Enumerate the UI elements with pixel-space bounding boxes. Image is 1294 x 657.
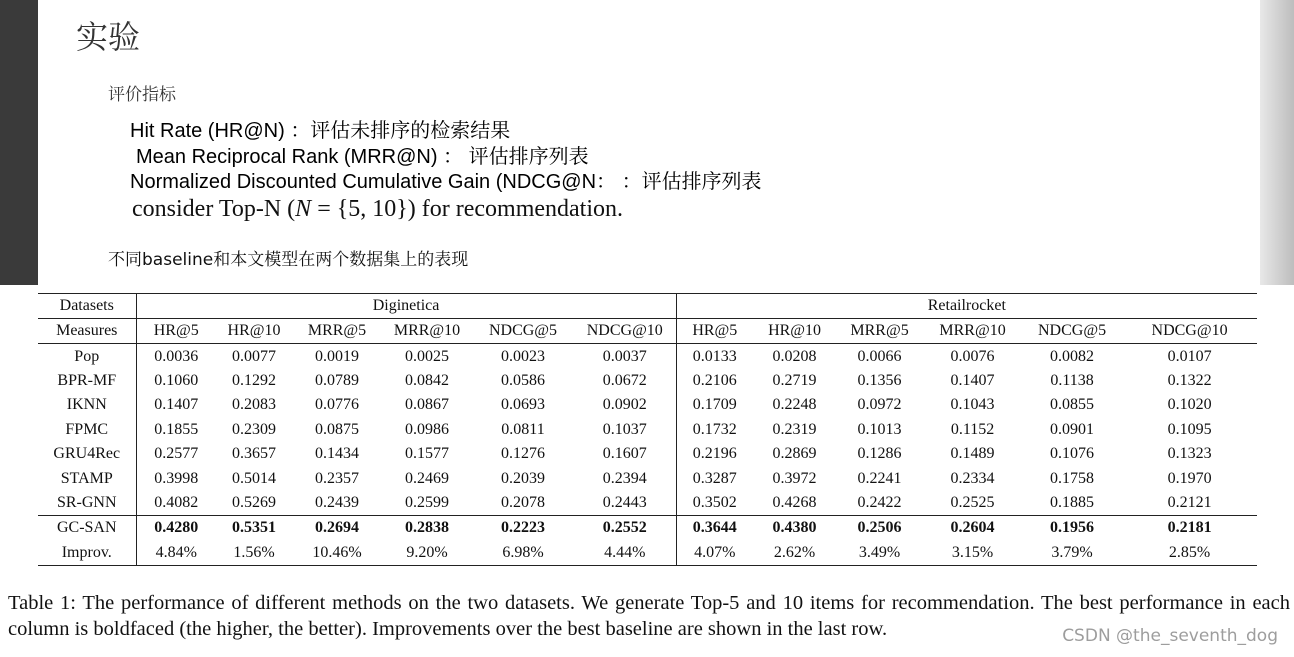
metric-value: 0.0842	[405, 371, 449, 389]
table-heading: 不同baseline和本文模型在两个数据集上的表现	[108, 250, 469, 270]
method-name: GRU4Rec	[38, 442, 136, 466]
metric-value: 0.0902	[574, 393, 676, 417]
table-row	[38, 491, 1257, 516]
metric-value: 4.84%	[136, 541, 216, 566]
metric-value: 0.2078	[501, 493, 545, 511]
topn-math-n: N	[295, 196, 312, 222]
metric-value: 0.2604	[923, 516, 1022, 541]
metric-value: 0.2196	[692, 445, 737, 463]
topn-statement	[132, 196, 623, 223]
metric-value: 0.1138	[1050, 371, 1094, 389]
metric-value: 3.15%	[923, 541, 1022, 566]
metric-value: 0.2309	[232, 420, 276, 438]
metric-value: 0.1286	[857, 445, 902, 463]
metric-value: 0.0023	[501, 347, 545, 365]
metric-value: 0.3644	[676, 516, 753, 541]
metric-value: 0.1709	[692, 396, 737, 414]
metric-value: 0.2223	[472, 516, 574, 541]
metric-value: 0.2506	[836, 516, 923, 541]
table-row	[38, 393, 1257, 417]
slide-left-edge	[0, 0, 38, 285]
metric-value: 0.0208	[772, 347, 817, 365]
metric-value: 0.2525	[950, 493, 995, 511]
metric-value: 0.1956	[1022, 516, 1122, 541]
metric-value: 0.0066	[857, 347, 902, 365]
measure-header: HR@5	[136, 319, 216, 344]
metric-value: 0.0019	[315, 347, 359, 365]
method-name: STAMP	[38, 466, 136, 490]
metric-value: 0.5351	[216, 516, 292, 541]
table-row	[38, 344, 1257, 369]
metric-value: 3.49%	[836, 541, 923, 566]
datasets-label: Datasets	[38, 294, 136, 319]
measure-header: MRR@5	[836, 319, 923, 344]
metric-value: 6.98%	[472, 541, 574, 566]
metric-value: 0.3972	[772, 469, 817, 487]
metric-value: 0.2469	[405, 469, 449, 487]
method-name: IKNN	[38, 393, 136, 417]
metrics-heading: 评价指标	[108, 85, 176, 105]
measure-header: MRR@10	[382, 319, 472, 344]
metric-value: 9.20%	[382, 541, 472, 566]
metric-value: 0.4380	[753, 516, 836, 541]
measure-header: NDCG@10	[1122, 319, 1257, 344]
method-name: SR-GNN	[38, 491, 136, 516]
metric-value: 0.2334	[950, 469, 995, 487]
measure-header: HR@10	[753, 319, 836, 344]
metric-value: 0.2719	[772, 371, 817, 389]
metric-value: 0.1076	[1050, 445, 1095, 463]
metric-value: 0.0025	[405, 347, 449, 365]
table-row	[38, 369, 1257, 393]
table-header-row-measures	[38, 319, 1257, 344]
table-row	[38, 418, 1257, 442]
metric-value: 0.4280	[136, 516, 216, 541]
metric-value: 0.0107	[1167, 347, 1212, 365]
metric-value: 0.2577	[154, 445, 199, 463]
metric-value: 0.1276	[501, 445, 545, 463]
metric-value: 0.3502	[692, 493, 737, 511]
metric-value: 0.3287	[692, 469, 737, 487]
metric-value: 0.1060	[154, 371, 199, 389]
metric-value: 0.2248	[772, 396, 817, 414]
watermark: CSDN @the_seventh_dog	[1062, 626, 1278, 646]
metric-value: 0.0693	[501, 396, 545, 414]
metric-value: 0.2319	[772, 420, 817, 438]
metric-value: 0.2241	[857, 469, 902, 487]
metric-mrr: Mean Reciprocal Rank (MRR@N) ： 评估排序列表	[136, 146, 589, 168]
metric-value: 0.2869	[772, 445, 817, 463]
metric-value: 0.0986	[405, 420, 449, 438]
measure-header: NDCG@5	[1022, 319, 1122, 344]
metric-value: 0.2181	[1122, 516, 1257, 541]
topn-prefix: consider Top-N (	[132, 196, 296, 222]
method-name: GC-SAN	[38, 516, 136, 541]
metric-value: 0.1037	[574, 418, 676, 442]
slide-right-edge	[1260, 0, 1294, 285]
method-name: Pop	[38, 344, 136, 369]
metric-value: 0.0972	[857, 396, 902, 414]
metric-value: 0.2422	[857, 493, 902, 511]
method-name: FPMC	[38, 418, 136, 442]
group-diginetica: Diginetica	[136, 294, 676, 319]
measure-header: NDCG@10	[574, 319, 676, 344]
metric-value: 0.0855	[1050, 396, 1095, 414]
metric-hit-rate: Hit Rate (HR@N) ：评估未排序的检索结果	[130, 120, 511, 142]
metric-value: 0.1020	[1167, 396, 1212, 414]
method-name: Improv.	[38, 541, 136, 566]
metric-value: 0.1407	[950, 371, 995, 389]
metric-value: 0.2552	[574, 516, 676, 541]
metric-value: 0.1095	[1167, 420, 1212, 438]
table-row	[38, 541, 1257, 566]
metric-ndcg: Normalized Discounted Cumulative Gain (NDCG@N： ：评估排序列表	[130, 171, 762, 193]
metric-value: 3.79%	[1022, 541, 1122, 566]
measures-label: Measures	[38, 319, 136, 344]
topn-equation: = {5, 10}) for recommendation.	[311, 196, 624, 222]
results-table	[38, 293, 1257, 566]
metric-value: 4.44%	[574, 541, 676, 566]
metric-value: 0.2083	[232, 396, 276, 414]
metric-value: 0.2106	[692, 371, 737, 389]
table-row	[38, 466, 1257, 490]
metric-value: 0.4082	[154, 493, 199, 511]
metric-value: 1.56%	[216, 541, 292, 566]
method-name: BPR-MF	[38, 369, 136, 393]
metric-value: 0.1356	[857, 371, 902, 389]
metric-value: 2.62%	[753, 541, 836, 566]
metric-value: 0.1407	[154, 396, 199, 414]
metric-value: 0.2121	[1167, 493, 1212, 511]
table-row	[38, 442, 1257, 466]
measure-header: MRR@5	[292, 319, 382, 344]
metric-value: 0.2838	[382, 516, 472, 541]
metric-value: 0.2357	[315, 469, 359, 487]
metric-value: 0.0133	[692, 347, 737, 365]
metric-value: 2.85%	[1122, 541, 1257, 566]
metric-value: 0.2599	[405, 493, 449, 511]
metric-value: 0.1043	[950, 396, 995, 414]
metric-value: 0.1323	[1167, 445, 1212, 463]
metric-value: 0.0077	[232, 347, 276, 365]
metric-value: 0.1322	[1167, 371, 1212, 389]
metric-value: 0.5014	[232, 469, 276, 487]
metric-value: 0.1434	[315, 445, 359, 463]
metric-value: 0.0811	[501, 420, 545, 438]
metric-value: 0.1855	[154, 420, 199, 438]
metric-value: 0.0875	[315, 420, 359, 438]
metric-value: 0.1732	[692, 420, 737, 438]
measure-header: HR@10	[216, 319, 292, 344]
metric-value: 0.2394	[574, 466, 676, 490]
metric-value: 0.0901	[1050, 420, 1095, 438]
metric-value: 0.1013	[857, 420, 902, 438]
table-caption: Table 1: The performance of different methods on the two datasets. We generate Top-5 and 10 items for recommendation. The best performance in each column is boldfaced (the higher, the better). Improvements over the best baseline are shown in the last row.	[8, 592, 1290, 640]
metric-value: 10.46%	[292, 541, 382, 566]
metric-value: 0.1292	[232, 371, 276, 389]
metric-value: 0.4268	[772, 493, 817, 511]
metric-value: 0.0776	[315, 396, 359, 414]
group-retailrocket: Retailrocket	[676, 294, 1257, 319]
metric-value: 0.1607	[574, 442, 676, 466]
metric-value: 0.2439	[315, 493, 359, 511]
metric-value: 0.0672	[574, 369, 676, 393]
metric-value: 0.0082	[1050, 347, 1095, 365]
metric-value: 0.0789	[315, 371, 359, 389]
metric-value: 0.1758	[1050, 469, 1095, 487]
slide-title: 实验	[76, 18, 141, 56]
metric-value: 0.1970	[1167, 469, 1212, 487]
metric-value: 0.1152	[950, 420, 995, 438]
metric-value: 0.5269	[232, 493, 276, 511]
metric-value: 0.2443	[574, 491, 676, 516]
metric-value: 0.0076	[950, 347, 995, 365]
measure-header: NDCG@5	[472, 319, 574, 344]
table-header-row-datasets	[38, 294, 1257, 319]
metric-value: 0.2039	[501, 469, 545, 487]
metric-value: 0.0036	[154, 347, 199, 365]
metric-value: 0.0037	[574, 344, 676, 369]
table-row	[38, 516, 1257, 541]
metric-value: 0.1577	[405, 445, 449, 463]
metric-value: 0.1885	[1050, 493, 1095, 511]
metric-value: 4.07%	[676, 541, 753, 566]
metric-value: 0.3657	[232, 445, 276, 463]
measure-header: HR@5	[676, 319, 753, 344]
metric-value: 0.3998	[154, 469, 199, 487]
metric-value: 0.0586	[501, 371, 545, 389]
metric-value: 0.2694	[292, 516, 382, 541]
measure-header: MRR@10	[923, 319, 1022, 344]
metric-value: 0.0867	[405, 396, 449, 414]
metric-value: 0.1489	[950, 445, 995, 463]
